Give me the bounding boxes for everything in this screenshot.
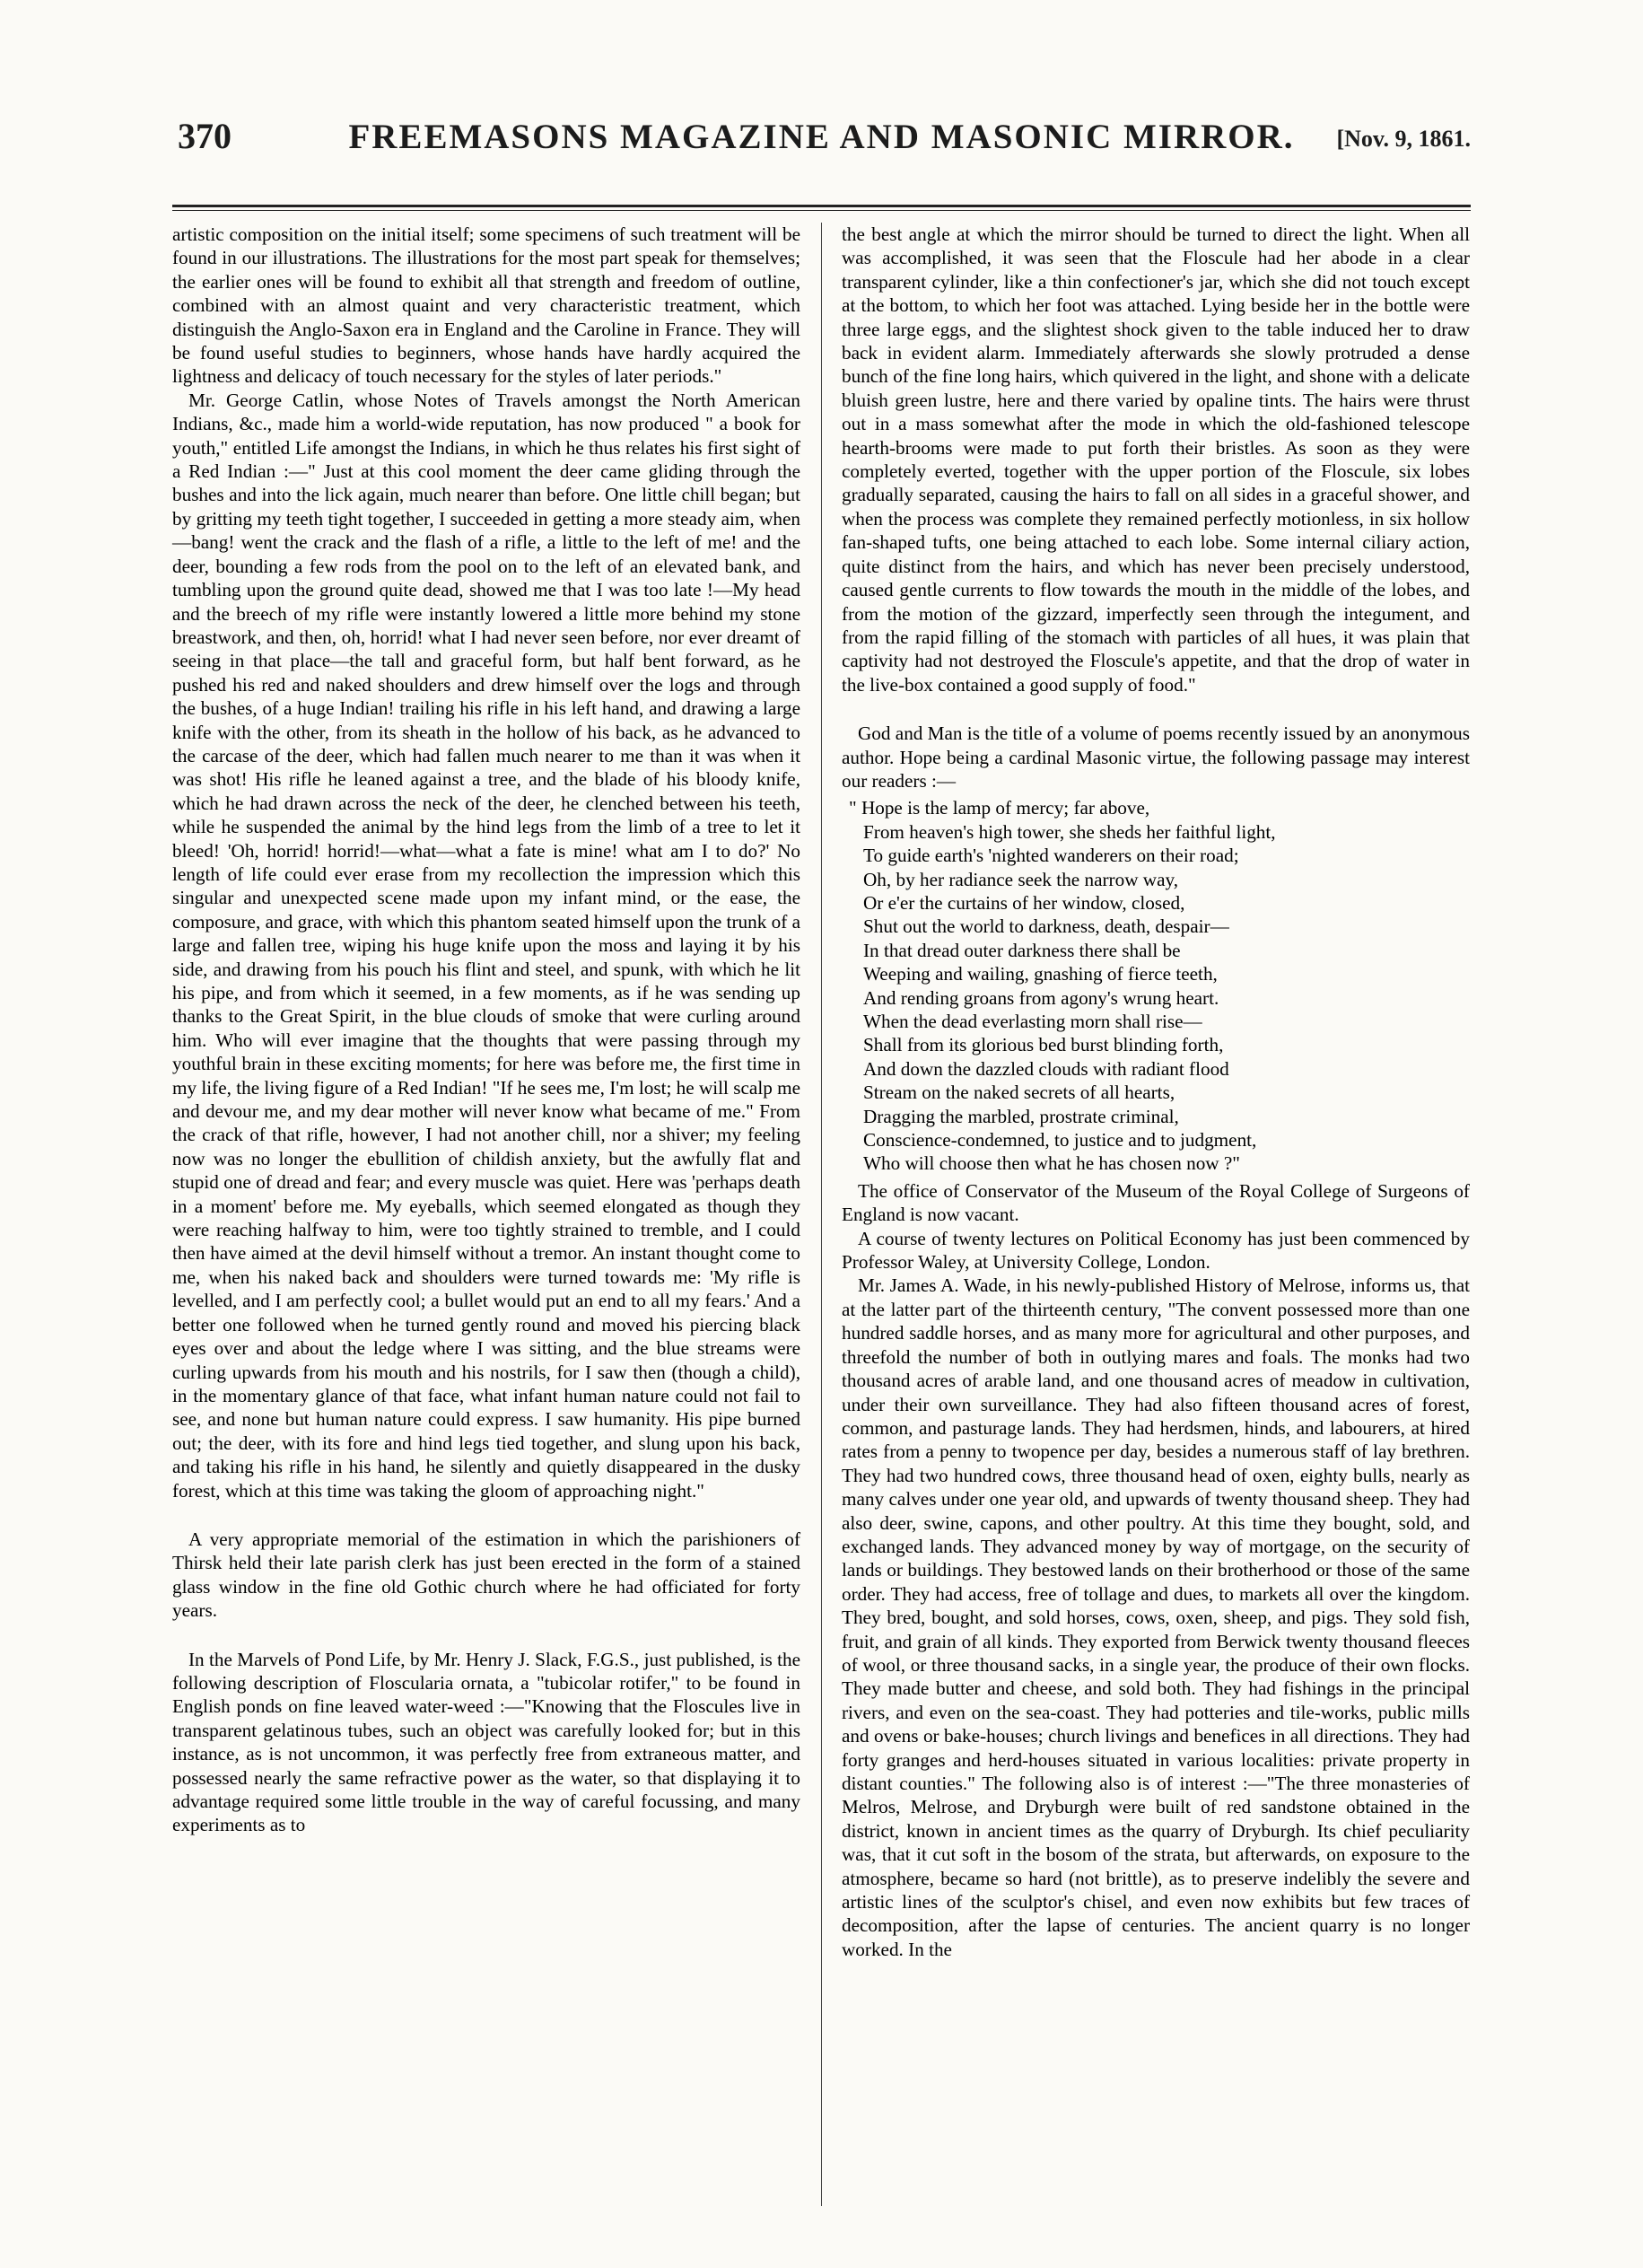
poem-line: " Hope is the lamp of mercy; far above, <box>849 797 1150 819</box>
journal-title: FREEMASONS MAGAZINE AND MASONIC MIRROR. <box>348 118 1295 156</box>
poem-hope <box>849 796 1470 1176</box>
paragraph-royal-college-surgeons: The office of Conservator of the Museum of the Royal College of Surgeons of England is now vacant. <box>842 1179 1470 1226</box>
masthead-rule-thick <box>172 205 1471 207</box>
poem-line: Who will choose then what he has chosen now ?" <box>863 1152 1240 1175</box>
article-columns <box>172 223 1470 2206</box>
poem-line: And down the dazzled clouds with radiant flood <box>863 1057 1229 1080</box>
paragraph-floscule-mirror: the best angle at which the mirror should be turned to direct the light. When all was accomplished, it was seen that the Floscule had her abode in a clear transparent cylinder, like a thin confectioner's jar, which she did not touch except at the bottom, to which her foot was attached. Lying beside her in the bottle were three large eggs, and the slightest shock given to the table induced her to draw back in evident alarm. Immediately afterwards she slowly protruded a dense bunch of the fine long hairs, which quivered in the light, and shone with a delicate bluish green lustre, here and there varied by opaline tints. The hairs were thrust out in a mass somewhat after the mode in which the old-fashioned telescope hearth-brooms were made to put forth their bristles. As soon as they were completely everted, together with the upper portion of the Floscule, six lobes gradually separated, causing the hairs to fall on all sides in a graceful shower, and when the process was complete they remained perfectly motionless, in six hollow fan-shaped tufts, one being attached to each lobe. Some internal ciliary action, quite distinct from the hairs, and which has never been precisely understood, caused gentle currents to flow towards the mouth in the middle of the lobes, and from the motion of the gizzard, imperfectly seen through the integument, and from the rapid filling of the stomach with particles of all hues, it was plain that captivity had not destroyed the Floscule's appetite, and that the drop of water in the live-box contained a good supply of food." <box>842 223 1470 696</box>
poem-line: Oh, by her radiance seek the narrow way, <box>863 868 1179 890</box>
paragraph-god-and-man: God and Man is the title of a volume of poems recently issued by an anonymous author. Hope being a cardinal Masonic virtue, the following passage may interest our readers :— <box>842 722 1470 792</box>
paragraph-history-of-melrose: Mr. James A. Wade, in his newly-published History of Melrose, informs us, that at the latter part of the thirteenth century, "The convent possessed more than one hundred saddle horses, and as many more for agricultural and other purposes, and threefold the number of both in outlying mares and foals. The monks had two thousand acres of arable land, and one thousand acres of meadow in cultivation, under their own surveillance. They had also fifteen thousand acres of forest, common, and pasturage lands. They had herdsmen, hinds, and labourers, at hired rates from a penny to twopence per day, besides a numerous staff of lay brethren. They had two hundred cows, three thousand head of oxen, eighty bulls, nearly as many calves under one year old, and upwards of twenty thousand sheep. They had also deer, swine, capons, and other poultry. At this time they bought, sold, and exchanged lands. They advanced money by way of mortgage, on the security of lands or buildings. They bestowed lands on their brotherhood or those of the same order. They had access, free of tollage and dues, to markets all over the kingdom. They bred, bought, and sold horses, cows, oxen, sheep, and pigs. They sold fish, fruit, and grain of all kinds. They exported from Berwick twenty thousand fleeces of wool, or three thousand sacks, in a single year, the produce of their own flocks. They made butter and cheese, and sold both. They had fishings in the principal rivers, and even on the sea-coast. They had potteries and tile-works, public mills and ovens or bake-houses; church livings and benefices in all directions. They had forty granges and herd-houses situated in various localities: private property in distant counties." The following also is of interest :—"The three monasteries of Melros, Melrose, and Dryburgh were built of red sandstone obtained in the district, known in ancient times as the quarry of Dryburgh. Its chief peculiarity was, that it cut soft in the bosom of the strata, but afterwards, on exposure to the atmosphere, became so hard (not brittle), as to preserve indelibly the severe and artistic lines of the sculptor's chisel, and even now exhibits but few traces of decomposition, after the lapse of centuries. The ancient quarry is no longer worked. In the <box>842 1274 1470 1960</box>
poem-line: From heaven's high tower, she sheds her faithful light, <box>863 820 1276 843</box>
page-number: 370 <box>178 116 232 156</box>
left-column <box>172 223 800 1837</box>
right-column <box>842 223 1470 1961</box>
issue-date: [Nov. 9, 1861. <box>1336 126 1471 152</box>
paragraph-marvels-pond-life: In the Marvels of Pond Life, by Mr. Henry J. Slack, F.G.S., just published, is the following description of Floscularia ornata, a "tubicolar rotifer," to be found in English ponds on fine leaved water-weed :—"Knowing that the Floscules live in transparent gelatinous tubes, such an object was carefully looked for; but in this instance, as is not uncommon, it was perfectly free from extraneous matter, and possessed nearly the same refractive power as the water, so that displaying it to advantage required some little trouble in the way of careful focussing, and many experiments as to <box>172 1648 800 1836</box>
poem-line: To guide earth's 'nighted wanderers on their road; <box>863 845 1239 867</box>
poem-line: When the dead everlasting morn shall rise— <box>863 1011 1202 1032</box>
poem-line: Stream on the naked secrets of all hearts, <box>863 1081 1175 1104</box>
paragraph-political-economy-lectures: A course of twenty lectures on Political Economy has just been commenced by Professor Waley, at University College, London. <box>842 1227 1470 1274</box>
masthead-rule-thin <box>172 210 1471 211</box>
paragraph-artistic-composition: artistic composition on the initial itself; some specimens of such treatment will be found in our illustrations. The illustrations for the most part speak for themselves; the earlier ones will be found to exhibit all that strength and freedom of outline, combined with an almost quaint and very characteristic treatment, which distinguish the Anglo-Saxon era in England and the Caroline in France. They will be found useful studies to beginners, whose hands have hardly acquired the lightness and delicacy of touch necessary for the styles of later periods." <box>172 223 800 388</box>
paragraph-catlin-indians: Mr. George Catlin, whose Notes of Travels amongst the North American Indians, &c., made him a world-wide reputation, has now produced " a book for youth," entitled Life amongst the Indians, in which he thus relates his first sight of a Red Indian :—" Just at this cool moment the deer came gliding through the bushes and into the lick again, much nearer than before. One little chill began; but by gritting my teeth tight together, I succeeded in getting a more steady aim, when—bang! went the crack and the flash of a rifle, a little to the left of me! and the deer, bounding a few rods from the pool on to the left of an elevated bank, and tumbling upon the ground quite dead, showed me that I was too late !—My head and the breech of my rifle were instantly lowered a little more behind my stone breastwork, and then, oh, horrid! what I had never seen before, nor ever dreamt of seeing in that place—the tall and graceful form, but half bent forward, as he pushed his red and naked shoulders and drew himself over the logs and through the bushes, of a huge Indian! trailing his rifle in his left hand, and drawing a large knife with the other, from its sheath in the hollow of his back, as he advanced to the carcase of the deer, which had fallen much nearer to me than it was when it was shot! His rifle he leaned against a tree, and the blade of his bloody knife, which he had drawn across the neck of the deer, he clenched between his teeth, while he suspended the animal by the hind legs from the limb of a tree to let it bleed! 'Oh, horrid! horrid!—what—what a fate is mine! what am I to do?' No length of life could ever erase from my recollection the impression which this singular and unexpected scene made upon my infant mind, or the ease, the composure, and grace, with which this phantom seated himself upon the trunk of a large and fallen tree, wiping his huge knife upon the moss and laying it by his side, and drawing from his pouch his flint and steel, and spunk, with which he lit his pipe, and from which it seemed, in a few moments, as if he was sending up thanks to the Great Spirit, in the blue clouds of smoke that were curling around him. Who will ever imagine that the thoughts that were passing through my youthful brain in these exciting moments; for here was before me, the first time in my life, the living figure of a Red Indian! "If he sees me, I'm lost; he will scalp me and devour me, and my dear mother will never know what became of me." From the crack of that rifle, however, I had not another chill, nor a shiver; my feeling now was no longer the ebullition of childish anxiety, but the awfully flat and stupid one of dread and fear; and every muscle was quiet. Here was 'perhaps death in a moment' before me. My eyeballs, which seemed elongated as though they were reaching halfway to him, were too tightly strained to tremble, and I could then have aimed at the devil himself without a tremor. An instant thought come to me, when his naked back and shoulders were turned towards me: 'My rifle is levelled, and I am perfectly cool; a bullet would put an end to all my fears.' And a better one followed when he turned gently round and moved his piercing black eyes over and about the ledge where I was sitting, and the blue streams were curling upwards from his mouth and his nostrils, for I saw then (though a child), in the momentary glance of that face, what infant human nature could not fail to see, and none but human nature could express. I saw humanity. His pipe burned out; the deer, with its fore and hind legs tied together, and slung upon his back, and taking his rifle in his hand, he silently and quietly disappeared in the dusky forest, which at this time was taking the gloom of approaching night." <box>172 389 800 1502</box>
paragraph-thirsk-window: A very appropriate memorial of the estimation in which the parishioners of Thirsk held their late parish clerk has just been erected in the form of a stained glass window in the fine old Gothic church where he had officiated for forty years. <box>172 1528 800 1622</box>
poem-line: Weeping and wailing, gnashing of fierce teeth, <box>863 963 1218 985</box>
column-divider <box>821 223 822 2206</box>
poem-line: Shall from its glorious bed burst blinding forth, <box>863 1034 1224 1056</box>
poem-line: Shut out the world to darkness, death, despair— <box>863 915 1229 938</box>
poem-line: Or e'er the curtains of her window, closed, <box>863 891 1185 914</box>
poem-line: In that dread outer darkness there shall be <box>863 939 1181 961</box>
poem-line: Conscience-condemned, to justice and to judgment, <box>863 1129 1257 1152</box>
poem-line: And rending groans from agony's wrung heart. <box>863 986 1219 1009</box>
poem-line: Dragging the marbled, prostrate criminal, <box>863 1105 1179 1127</box>
masthead <box>172 115 1471 169</box>
